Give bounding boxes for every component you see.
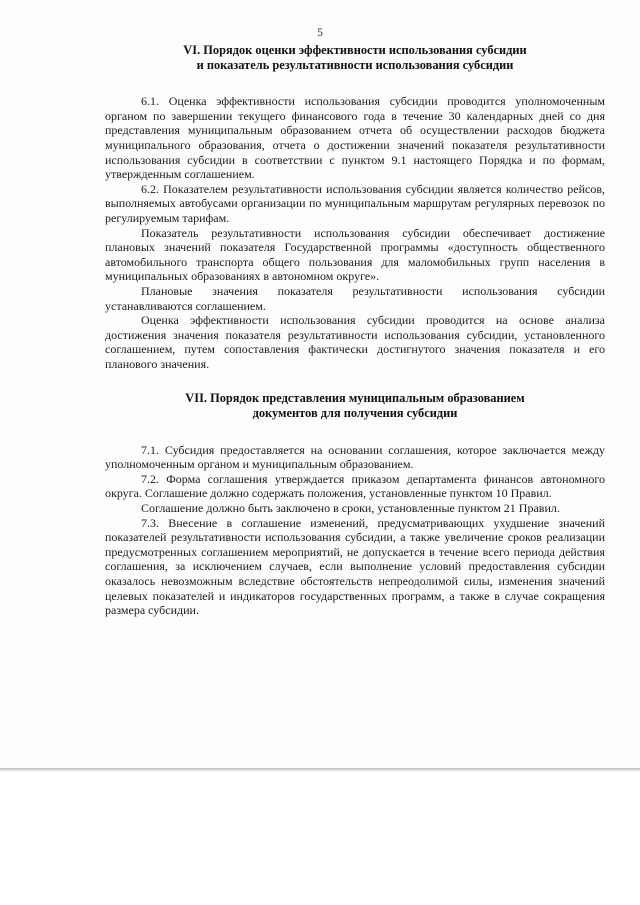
paragraph-7-1: 7.1. Субсидия предоставляется на основании соглашения, которое заключается между уполномоченным органом и муниципальным образованием. [105,442,605,472]
paragraph-6-4: Плановые значения показателя результативности использования субсидии устанавливаются соглашением. [105,283,605,313]
paragraph-6-2: 6.2. Показателем результативности использования субсидии является количество рейсов, выполняемых автобусами организации по муниципальным маршрутам регулярных перевозок по регулируемым тарифам. [105,181,605,225]
paragraph-6-1: 6.1. Оценка эффективности использования субсидии проводится уполномоченным органом по завершении текущего финансового года в течение 30 календарных дней со дня представления муниципальным образованием отчета об осуществлении расходов бюджета муниципального образования, отчета о достижении значений показателя результативности использования субсидии в соответствии с пунктом 9.1 настоящего Порядка и по формам, утвержденным соглашением. [105,94,605,182]
page-content [105,43,605,618]
paragraph-6-3: Показатель результативности использования субсидии обеспечивает достижение плановых значений показателя Государственной программы «доступность общественного автомобильного транспорта общего пользования для маломобильных групп населения в муниципальных образованиях в автономном округе». [105,225,605,284]
paragraph-7-4: 7.3. Внесение в соглашение изменений, предусматривающих ухудшение значений показателей результативности использования субсидии, а также увеличение сроков реализации предусмотренных соглашением мероприятий, не допускается в течение всего периода действия соглашения, за исключением случаев, если выполнение условий предоставления субсидии оказалось невозможным вследствие обстоятельств непреодолимой силы, изменения значений целевых показателей и индикаторов государственных программ, а также в случае сокращения размера субсидии. [105,515,605,618]
section-6-heading-line-2: и показатель результативности использования субсидии [196,57,514,72]
section-6-heading [105,43,605,72]
page-number: 5 [317,27,323,39]
section-6-heading-line-1: VI. Порядок оценки эффективности использования субсидии [183,43,527,57]
paragraph-7-2: 7.2. Форма соглашения утверждается приказом департамента финансов автономного округа. Соглашение должно содержать положения, установленные пунктом 10 Правил. [105,471,605,501]
section-7-heading [105,391,605,420]
section-7-heading-line-1: VII. Порядок представления муниципальным образованием [185,391,525,406]
section-7-heading-line-2: документов для получения субсидии [252,406,458,421]
paragraph-6-5: Оценка эффективности использования субсидии проводится на основе анализа достижения значения показателя результативности использования субсидии, установленного соглашением, путем сопоставления фактически достигнутого значения показателя и его планового значения. [105,313,605,371]
page-edge-shadow [0,768,640,772]
paragraph-7-3: Соглашение должно быть заключено в сроки, установленные пунктом 21 Правил. [141,501,560,516]
